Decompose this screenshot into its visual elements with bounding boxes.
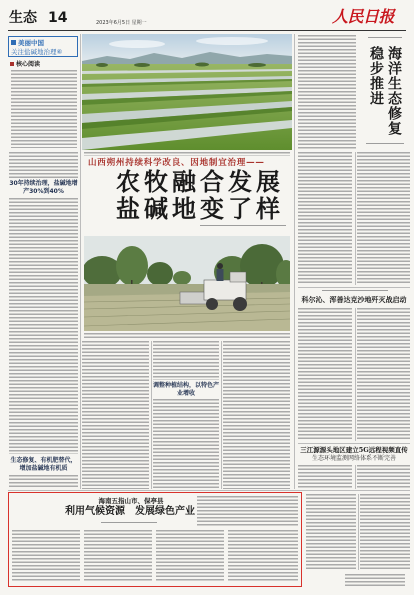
page-credits <box>345 574 405 586</box>
series-tag-text: 美丽中国 <box>18 38 44 47</box>
core-reading-text: 核心阅读 <box>16 61 41 68</box>
bottom-article-body <box>228 530 298 582</box>
side-article-3-body <box>357 465 410 489</box>
side-article-2-headline: 科尔沁、浑善达克沙地歼灭战启动 <box>301 295 407 304</box>
column-rule <box>355 465 356 489</box>
series-tag-icon <box>11 40 16 45</box>
bottom-article-byline <box>101 522 157 523</box>
lead-headline-line-2: 盐碱地变了样 <box>116 194 284 223</box>
photo-tractor-in-field <box>84 236 290 331</box>
bottom-article-body <box>84 530 152 582</box>
masthead-logo: 人民日报 <box>332 7 395 26</box>
side-article-1-kicker <box>368 37 402 38</box>
column-rule <box>355 308 356 441</box>
series-label-box <box>8 36 78 57</box>
side-article-3-body <box>306 494 356 570</box>
side-article-1-body <box>298 35 356 150</box>
series-tag <box>11 39 44 47</box>
article-divider <box>298 443 410 444</box>
lead-body-text <box>223 341 290 489</box>
article-divider <box>298 287 410 288</box>
side-article-2-body <box>357 308 410 441</box>
header-rule <box>8 30 406 31</box>
lead-byline <box>200 225 286 226</box>
photo-saline-alkali-fields <box>82 34 292 150</box>
bottom-article-body <box>12 530 80 582</box>
lead-subhead-2: 调整种植结构，以特色产业增收 <box>153 382 220 397</box>
series-title: 关注盐碱地治理⑥ <box>11 47 63 56</box>
core-reading-body <box>11 70 77 148</box>
section-divider <box>8 490 410 491</box>
page-number: 14 <box>48 10 68 26</box>
column-rule <box>358 494 359 570</box>
lead-headline-line-1: 农牧融合发展 <box>116 167 284 196</box>
bottom-article-headline: 利用气候资源 发展绿色产业 <box>65 506 195 517</box>
column-rule <box>294 34 295 489</box>
side-article-1-headline: 海洋生态修复稳步推进 <box>368 46 402 136</box>
lead-subhead-1: 30年持续治理，盐碱地增产30%到40% <box>9 180 78 195</box>
photo-caption <box>84 152 290 156</box>
side-article-3-subtitle: 生态环境监测网络体系不断完善 <box>311 455 396 462</box>
side-article-1-byline <box>366 143 404 144</box>
bottom-article-body <box>156 530 224 582</box>
side-article-3-body <box>298 465 352 489</box>
issue-date: 2023年6月5日 星期一 <box>96 20 147 26</box>
section-name: 生态 <box>9 10 37 26</box>
lead-subhead-3: 生态修复、有机肥替代，增加盐碱地有机质 <box>10 457 77 472</box>
bottom-article-body <box>197 496 298 526</box>
lead-body-text <box>9 475 78 489</box>
column-rule <box>355 152 356 285</box>
lead-body-text <box>9 198 78 454</box>
side-article-3-headline: 三江源源头地区建立5G远程视频直传 <box>300 446 408 454</box>
column-rule <box>151 341 152 489</box>
lead-body-text <box>153 341 219 380</box>
lead-kicker: 山西朔州持续科学改良、因地制宜治理—— <box>88 158 265 168</box>
bottom-article-highlight-box <box>8 492 302 587</box>
bottom-article-kicker: 海南五指山市、保亭县 <box>98 497 164 505</box>
photo-caption <box>84 333 290 338</box>
side-article-2-body <box>298 308 352 441</box>
core-reading-label <box>10 61 40 68</box>
side-article-1-body <box>357 152 410 285</box>
lead-body-text <box>153 399 219 489</box>
column-rule <box>80 34 81 489</box>
side-article-2-kicker <box>322 290 388 291</box>
side-article-3-body <box>360 494 410 570</box>
column-rule <box>221 341 222 489</box>
side-article-1-body <box>298 152 352 285</box>
lead-body-text <box>9 152 78 178</box>
core-reading-marker-icon <box>10 62 14 66</box>
lead-body-text <box>82 341 149 489</box>
